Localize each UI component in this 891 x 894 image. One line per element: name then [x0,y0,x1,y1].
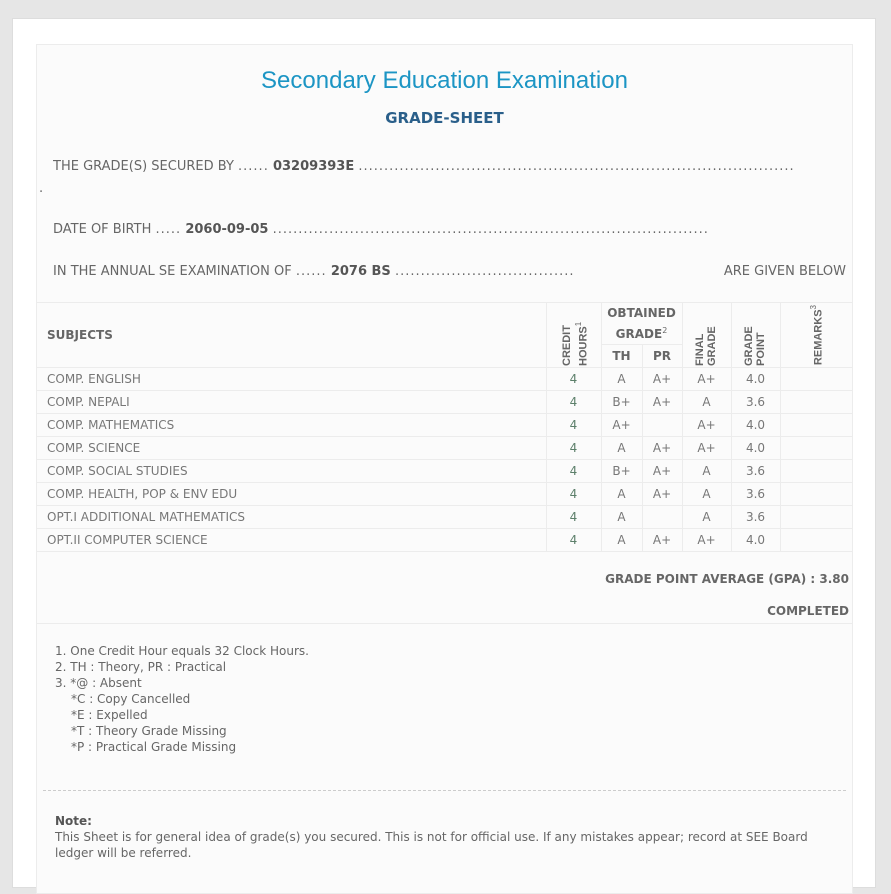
grade-sheet [36,44,853,894]
subject-cell: OPT.I ADDITIONAL MATHEMATICS [37,506,546,529]
pr-grade-cell: A+ [642,437,682,460]
footnote: *P : Practical Grade Missing [71,740,237,754]
credit-cell: 4 [546,529,601,552]
subject-cell: COMP. MATHEMATICS [37,414,546,437]
pr-grade-cell: A+ [642,460,682,483]
th-grade-cell: A [601,437,642,460]
page-title: Secondary Education Examination [261,67,628,94]
credit-cell: 4 [546,483,601,506]
subject-cell: COMP. SCIENCE [37,437,546,460]
exam-year: 2076 BS [330,264,391,279]
final-grade-cell: A [682,460,731,483]
grade-point-cell: 4.0 [731,529,780,552]
subject-cell: OPT.II COMPUTER SCIENCE [37,529,546,552]
credit-cell: 4 [546,391,601,414]
secured-by-label: THE GRADE(S) SECURED BY [53,159,234,174]
note-label: Note: [55,814,92,828]
th-grade-cell: A+ [601,414,642,437]
table-row [37,368,853,391]
table-row [37,483,853,506]
footnote: 2. TH : Theory, PR : Practical [55,660,227,674]
pr-grade-cell: A+ [642,483,682,506]
footnotes [55,643,309,755]
table-row [37,391,853,414]
footnote: 1. One Credit Hour equals 32 Clock Hours. [55,644,309,658]
table-row [37,506,853,529]
result-status: COMPLETED [767,604,849,618]
header-subjects: SUBJECTS [37,303,546,368]
final-grade-cell: A+ [682,368,731,391]
credit-cell: 4 [546,460,601,483]
pr-grade-cell [642,506,682,529]
final-grade-cell: A [682,506,731,529]
credit-cell: 4 [546,414,601,437]
final-grade-cell: A [682,483,731,506]
final-grade-cell: A+ [682,414,731,437]
remarks-cell [780,460,853,483]
remarks-cell [780,391,853,414]
grade-point-cell: 4.0 [731,437,780,460]
disclaimer-note [55,813,832,861]
page-subtitle: GRADE-SHEET [385,109,504,127]
table-row [37,437,853,460]
footnote: *T : Theory Grade Missing [71,724,227,738]
exam-label: IN THE ANNUAL SE EXAMINATION OF [53,264,292,279]
final-grade-cell: A+ [682,529,731,552]
remarks-cell [780,529,853,552]
dashed-divider [43,790,846,791]
exam-line: IN THE ANNUAL SE EXAMINATION OF ...... 2076 BS ................................... ARE GIVEN BELOW [53,264,846,279]
remarks-cell [780,483,853,506]
th-grade-cell: A [601,483,642,506]
page-panel [12,18,876,888]
table-row [37,414,853,437]
remarks-cell [780,437,853,460]
header-credit-hours: CREDIT HOURS$^1$ [546,303,601,368]
th-grade-cell: A [601,529,642,552]
remarks-cell [780,368,853,391]
grades-table [37,302,853,552]
remarks-cell [780,414,853,437]
pr-grade-cell: A+ [642,391,682,414]
credit-cell: 4 [546,506,601,529]
dob-line: DATE OF BIRTH ..... 2060-09-05 ..................................................................................... [53,222,709,237]
secured-by-line: THE GRADE(S) SECURED BY ...... 03209393E ..................................................................................... [53,159,795,174]
header-grade-point: GRADE POINT [731,303,780,368]
th-grade-cell: A [601,506,642,529]
grade-point-cell: 4.0 [731,414,780,437]
th-grade-cell: B+ [601,460,642,483]
note-text: This Sheet is for general idea of grade(s) you secured. This is not for official use. If any mistakes appear; record at SEE Board ledger will be referred. [55,830,808,860]
subject-cell: COMP. ENGLISH [37,368,546,391]
subject-cell: COMP. HEALTH, POP & ENV EDU [37,483,546,506]
subject-cell: COMP. SOCIAL STUDIES [37,460,546,483]
subject-cell: COMP. NEPALI [37,391,546,414]
pr-grade-cell: A+ [642,529,682,552]
dob-label: DATE OF BIRTH [53,222,152,237]
footnote: *E : Expelled [71,708,148,722]
header-pr: PR [642,345,682,368]
dob-value: 2060-09-05 [185,222,269,237]
dot-wrap: . [39,181,44,196]
gpa: GRADE POINT AVERAGE (GPA) : 3.80 [605,572,849,586]
footnote: 3. *@ : Absent [55,676,142,690]
grade-point-cell: 3.6 [731,506,780,529]
grade-point-cell: 3.6 [731,483,780,506]
footnote: *C : Copy Cancelled [71,692,191,706]
table-row [37,460,853,483]
divider [37,623,852,624]
credit-cell: 4 [546,368,601,391]
header-th: TH [601,345,642,368]
th-grade-cell: A [601,368,642,391]
header-remarks: REMARKS$^3$ [780,303,853,368]
header-obtained-grade: OBTAINED GRADE$^2$ [601,303,682,345]
th-grade-cell: B+ [601,391,642,414]
final-grade-cell: A+ [682,437,731,460]
final-grade-cell: A [682,391,731,414]
credit-cell: 4 [546,437,601,460]
pr-grade-cell: A+ [642,368,682,391]
grade-point-cell: 3.6 [731,460,780,483]
grade-point-cell: 4.0 [731,368,780,391]
grade-point-cell: 3.6 [731,391,780,414]
symbol-number: 03209393E [272,159,355,174]
table-row [37,529,853,552]
pr-grade-cell [642,414,682,437]
header-final-grade: FINAL GRADE [682,303,731,368]
remarks-cell [780,506,853,529]
exam-suffix: ARE GIVEN BELOW [721,264,846,279]
